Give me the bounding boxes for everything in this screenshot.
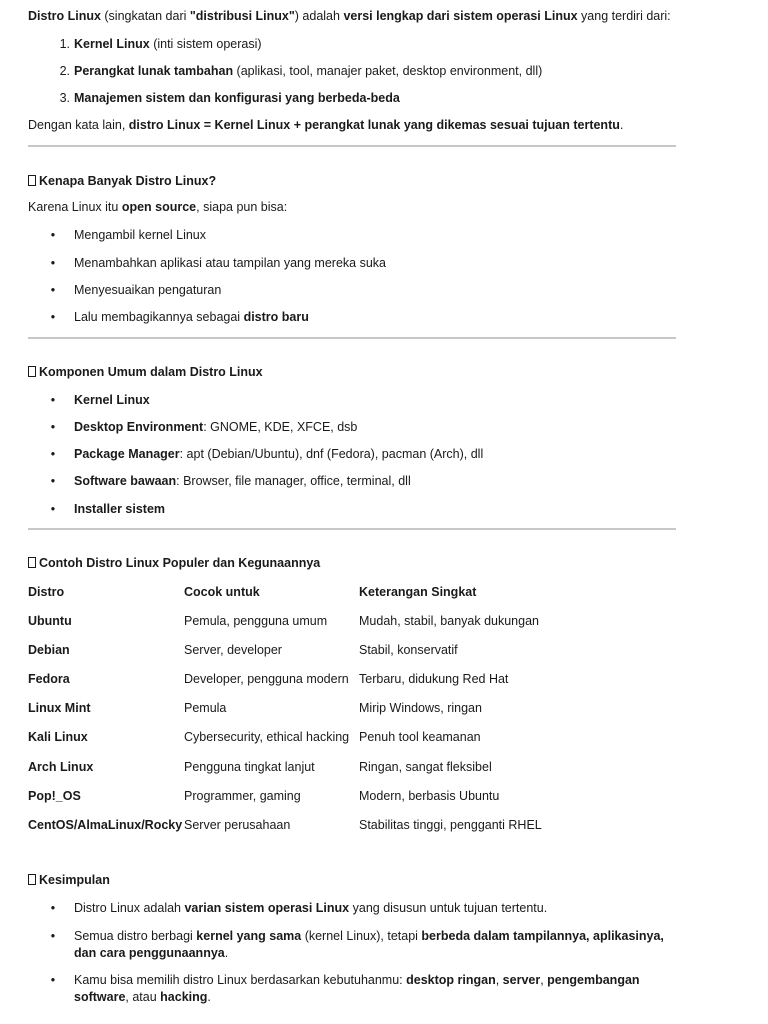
list-item-rest: (aplikasi, tool, manajer paket, desktop environment, dll) [233, 64, 543, 78]
bullet-icon: • [50, 973, 56, 987]
intro-text: ) adalah [294, 9, 344, 23]
placeholder-glyph-icon [28, 874, 36, 885]
bullet-bold: desktop ringan [406, 973, 496, 987]
intro-text: yang terdiri dari: [577, 9, 671, 23]
section-heading-conclusion [28, 872, 110, 888]
table-row [28, 671, 678, 687]
bullet-text: Lalu membagikannya sebagai [74, 310, 244, 324]
cell-cocok: Pengguna tingkat lanjut [184, 760, 315, 774]
bullet-icon: • [50, 447, 56, 461]
list-number: 1. [59, 37, 70, 51]
intro-emphasis: versi lengkap dari sistem operasi Linux [343, 9, 578, 23]
divider [28, 337, 676, 339]
bullet-icon: • [50, 393, 56, 407]
bullet-icon: • [50, 502, 56, 516]
summary-text: Dengan kata lain, [28, 118, 129, 132]
heading-text: Kesimpulan [39, 873, 110, 887]
bullet-icon: • [50, 901, 56, 915]
bullet-text: : GNOME, KDE, XFCE, dsb [203, 420, 358, 434]
cell-distro: Linux Mint [28, 701, 91, 715]
why-text: , siapa pun bisa: [196, 200, 288, 214]
bullet-icon: • [50, 228, 56, 242]
section-heading-components [28, 364, 263, 380]
placeholder-glyph-icon [28, 366, 36, 377]
bullet-icon: • [50, 283, 56, 297]
bullet-text: . [224, 946, 229, 960]
cell-keterangan: Stabil, konservatif [359, 643, 458, 657]
cell-cocok: Server perusahaan [184, 818, 291, 832]
bullet-text: , [495, 973, 503, 987]
table-row [28, 817, 678, 833]
list-item-text [74, 36, 262, 52]
column-header-cocok: Cocok untuk [184, 585, 260, 599]
cell-distro: Fedora [28, 672, 70, 686]
cell-distro: CentOS/AlmaLinux/Rocky [28, 818, 183, 832]
heading-text: Komponen Umum dalam Distro Linux [39, 365, 263, 379]
summary-text: . [619, 118, 624, 132]
bullet-text: Mengambil kernel Linux [74, 228, 207, 242]
intro-paragraph [28, 8, 671, 24]
bullet-icon: • [50, 256, 56, 270]
intro-quote: "distribusi Linux" [189, 9, 295, 23]
heading-text: Kenapa Banyak Distro Linux? [39, 174, 217, 188]
bullet-bold: distro baru [243, 310, 309, 324]
cell-keterangan: Mirip Windows, ringan [359, 701, 482, 715]
bullet-text: , [540, 973, 548, 987]
list-item-rest: (inti sistem operasi) [149, 37, 262, 51]
cell-distro: Debian [28, 643, 70, 657]
section-heading-why [28, 173, 216, 189]
bullet-icon: • [50, 310, 56, 324]
bullet-icon: • [50, 420, 56, 434]
table-row [28, 788, 678, 804]
list-item-text [74, 63, 542, 79]
cell-cocok: Developer, pengguna modern [184, 672, 349, 686]
list-item-text [74, 928, 664, 944]
list-item-text-continued [74, 989, 211, 1005]
bullet-bold: kernel yang sama [196, 929, 302, 943]
list-item-text [74, 972, 640, 988]
list-item-text [74, 419, 357, 435]
list-item-text [74, 90, 400, 106]
bullet-text: Kamu bisa memilih distro Linux berdasarkan kebutuhanmu: [74, 973, 407, 987]
summary-emphasis: distro Linux = Kernel Linux + perangkat lunak yang dikemas sesuai tujuan tertentu [128, 118, 620, 132]
bullet-text: : apt (Debian/Ubuntu), dnf (Fedora), pacman (Arch), dll [179, 447, 484, 461]
bullet-text: Distro Linux adalah [74, 901, 185, 915]
cell-keterangan: Ringan, sangat fleksibel [359, 760, 492, 774]
cell-distro: Arch Linux [28, 760, 94, 774]
cell-distro: Kali Linux [28, 730, 88, 744]
table-row [28, 642, 678, 658]
heading-text: Contoh Distro Linux Populer dan Kegunaannya [39, 556, 321, 570]
bullet-bold: varian sistem operasi Linux [184, 901, 350, 915]
bullet-bold: server [502, 973, 541, 987]
list-item-text [74, 473, 411, 489]
bullet-bold: software [74, 990, 126, 1004]
why-text: Karena Linux itu [28, 200, 122, 214]
bullet-text: Menyesuaikan pengaturan [74, 283, 222, 297]
divider [28, 145, 676, 147]
list-item-text [74, 446, 483, 462]
bullet-text: Semua distro berbagi [74, 929, 197, 943]
table-row [28, 759, 678, 775]
bullet-bold: Kernel Linux [74, 393, 150, 407]
column-header-distro: Distro [28, 585, 65, 599]
list-item-text [74, 392, 150, 408]
intro-text: (singkatan dari [100, 9, 190, 23]
list-item-text [74, 255, 386, 271]
list-item-text [74, 309, 309, 325]
bullet-bold: Package Manager [74, 447, 180, 461]
bullet-text: . [207, 990, 211, 1004]
bullet-text: (kernel Linux), tetapi [301, 929, 422, 943]
summary-paragraph [28, 117, 623, 133]
list-item-text [74, 501, 165, 517]
column-header-keterangan: Keterangan Singkat [359, 585, 477, 599]
list-item-bold: Manajemen sistem dan konfigurasi yang berbeda-beda [74, 91, 400, 105]
bullet-text: , atau [125, 990, 161, 1004]
table-header-row [28, 584, 678, 600]
placeholder-glyph-icon [28, 557, 36, 568]
table-row [28, 700, 678, 716]
bullet-text: : Browser, file manager, office, terminal, dll [176, 474, 411, 488]
cell-cocok: Programmer, gaming [184, 789, 301, 803]
cell-cocok: Cybersecurity, ethical hacking [184, 730, 350, 744]
list-number: 2. [59, 64, 70, 78]
cell-keterangan: Modern, berbasis Ubuntu [359, 789, 500, 803]
term-distro-linux: Distro Linux [28, 9, 101, 23]
list-item-bold: Perangkat lunak tambahan [74, 64, 234, 78]
why-emphasis: open source [121, 200, 197, 214]
bullet-bold: berbeda dalam tampilannya, aplikasinya, [421, 929, 664, 943]
cell-keterangan: Penuh tool keamanan [359, 730, 481, 744]
table-row [28, 613, 678, 629]
list-number: 3. [59, 91, 70, 105]
cell-cocok: Pemula, pengguna umum [184, 614, 328, 628]
bullet-bold: Software bawaan [74, 474, 177, 488]
cell-keterangan: Mudah, stabil, banyak dukungan [359, 614, 539, 628]
list-item-bold: Kernel Linux [74, 37, 150, 51]
bullet-text: Menambahkan aplikasi atau tampilan yang mereka suka [74, 256, 386, 270]
list-item-text [74, 282, 221, 298]
list-item-text-continued [74, 945, 228, 961]
divider [28, 528, 676, 530]
cell-cocok: Server, developer [184, 643, 282, 657]
bullet-text: yang disusun untuk tujuan tertentu. [349, 901, 548, 915]
table-row [28, 729, 678, 745]
bullet-bold: Installer sistem [74, 502, 166, 516]
cell-keterangan: Stabilitas tinggi, pengganti RHEL [359, 818, 542, 832]
list-item-text [74, 227, 206, 243]
bullet-bold: dan cara penggunaannya [74, 946, 225, 960]
cell-distro: Pop!_OS [28, 789, 81, 803]
cell-distro: Ubuntu [28, 614, 72, 628]
cell-cocok: Pemula [184, 701, 227, 715]
bullet-bold: pengembangan [547, 973, 640, 987]
bullet-icon: • [50, 929, 56, 943]
bullet-bold: hacking [160, 990, 208, 1004]
bullet-icon: • [50, 474, 56, 488]
section-heading-examples [28, 555, 320, 571]
why-paragraph [28, 199, 287, 215]
list-item-text [74, 900, 547, 916]
placeholder-glyph-icon [28, 175, 36, 186]
bullet-bold: Desktop Environment [74, 420, 204, 434]
cell-keterangan: Terbaru, didukung Red Hat [359, 672, 509, 686]
